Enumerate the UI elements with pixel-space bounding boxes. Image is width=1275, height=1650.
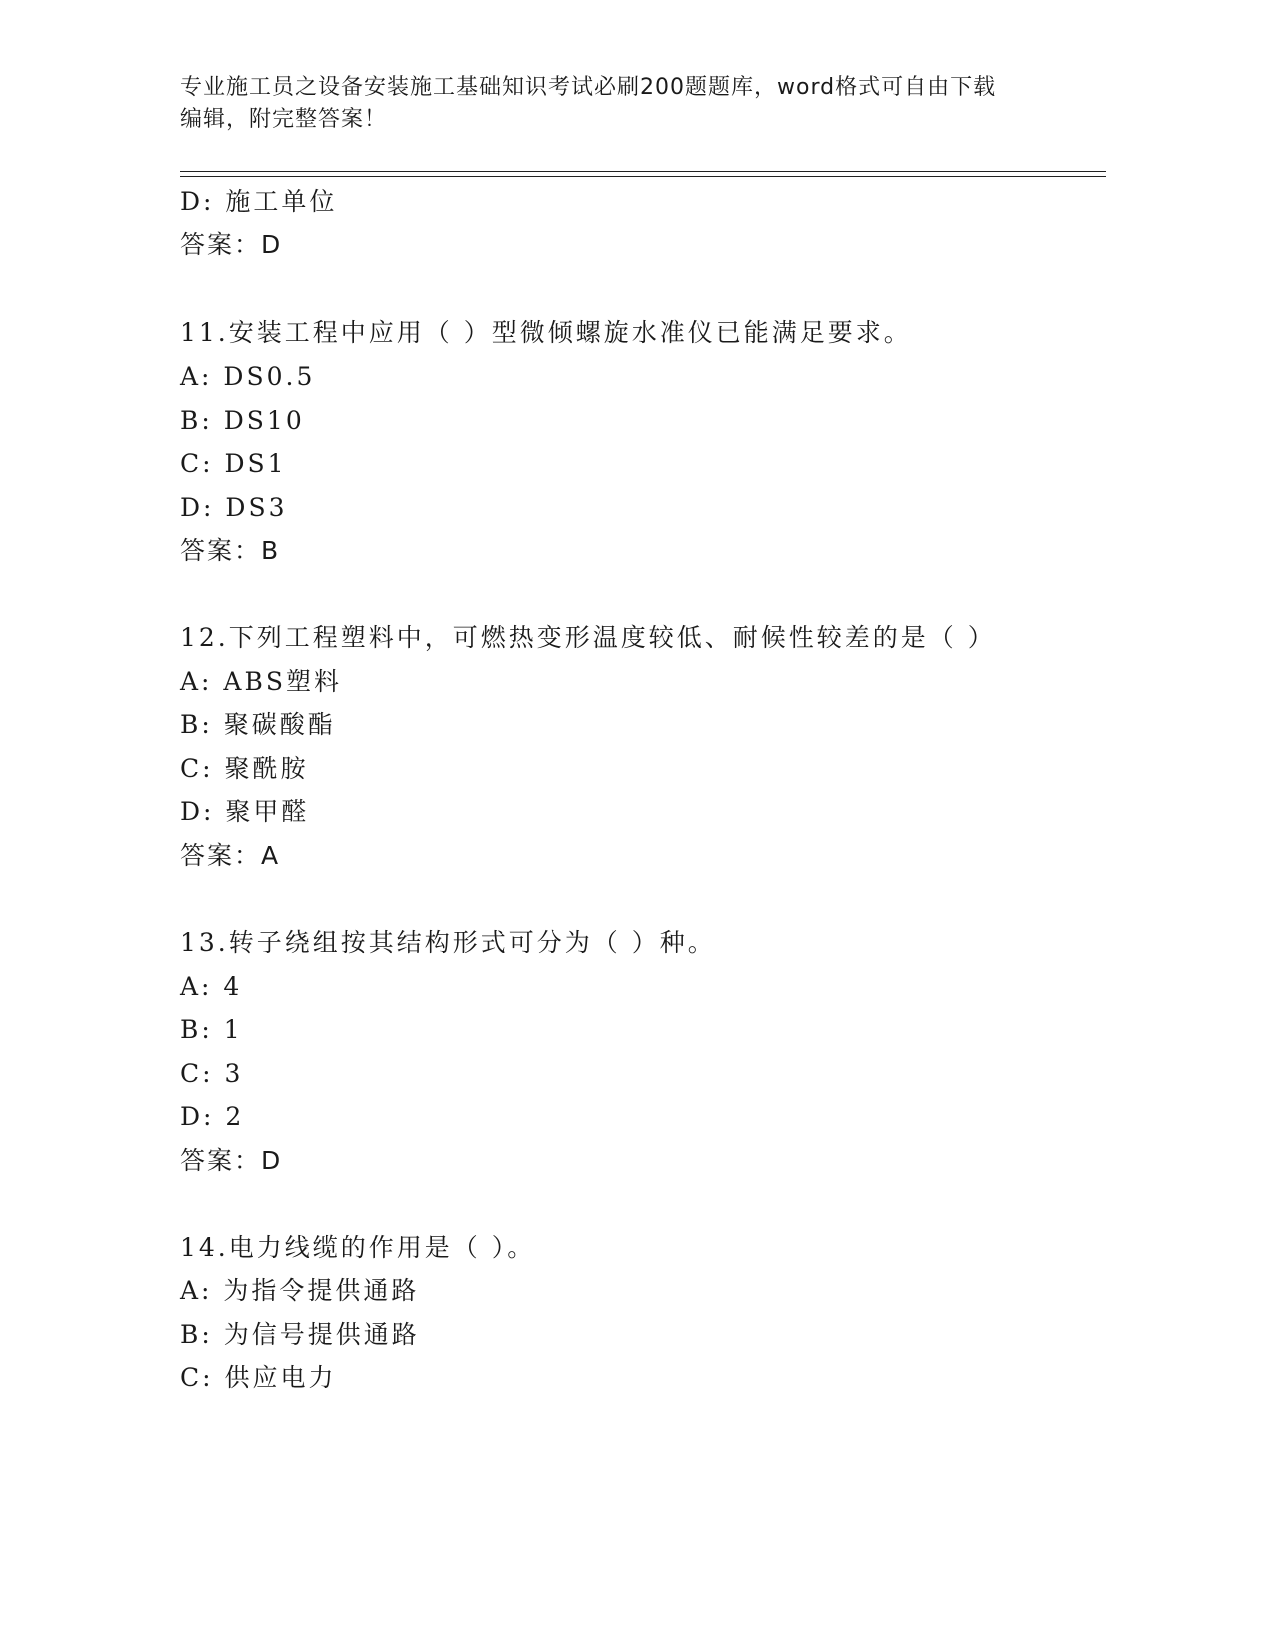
option-c: C: DS1 — [180, 449, 287, 478]
answer-label: 答案： — [180, 230, 262, 259]
option-d: D: 施工单位 — [180, 187, 338, 216]
header-divider-top — [180, 171, 1106, 172]
option-d: D: DS3 — [180, 493, 288, 522]
option-b: B: 为信号提供通路 — [180, 1320, 420, 1349]
header-title-line-1: 专业施工员之设备安装施工基础知识考试必刷200题题库，word格式可自由下载 — [180, 75, 997, 100]
question-stem: 11.安装工程中应用（ ）型微倾螺旋水准仪已能满足要求。 — [180, 318, 912, 347]
answer-line — [180, 228, 281, 262]
answer-value: D — [261, 230, 282, 259]
option-a: A: 为指令提供通路 — [180, 1276, 420, 1305]
answer-value: B — [261, 536, 280, 565]
option-d: D: 2 — [180, 1102, 245, 1131]
option-b: B: 1 — [180, 1015, 243, 1044]
option-b: B: DS10 — [180, 406, 305, 435]
answer-label: 答案： — [180, 1146, 262, 1175]
answer-label: 答案： — [180, 536, 262, 565]
answer-label: 答案： — [180, 841, 262, 870]
option-c: C: 供应电力 — [180, 1363, 337, 1392]
question-stem: 13.转子绕组按其结构形式可分为（ ）种。 — [180, 928, 716, 957]
answer-value: D — [261, 1146, 282, 1175]
header-title-line-2: 编辑，附完整答案！ — [180, 107, 388, 132]
option-a: A: ABS塑料 — [180, 667, 342, 696]
answer-line — [180, 839, 279, 873]
answer-line — [180, 534, 279, 568]
option-c: C: 聚酰胺 — [180, 754, 309, 783]
document-header — [180, 72, 1060, 136]
option-d: D: 聚甲醛 — [180, 797, 310, 826]
question-stem: 14.电力线缆的作用是（ ）。 — [180, 1233, 536, 1262]
option-a: A: DS0.5 — [180, 362, 316, 391]
header-divider-bottom — [180, 176, 1106, 177]
answer-value: A — [261, 841, 280, 870]
option-b: B: 聚碳酸酯 — [180, 710, 336, 739]
option-c: C: 3 — [180, 1059, 244, 1088]
option-a: A: 4 — [180, 972, 243, 1001]
answer-line — [180, 1144, 281, 1178]
question-stem: 12.下列工程塑料中，可燃热变形温度较低、耐候性较差的是（ ） — [180, 623, 996, 652]
